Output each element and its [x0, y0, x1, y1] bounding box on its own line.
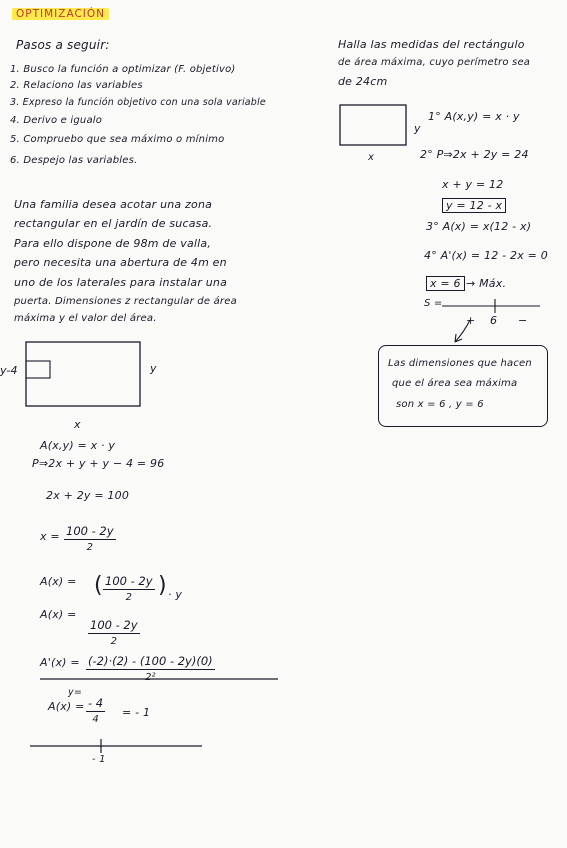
step-item: 3. Expreso la función objetivo con una sola variable [10, 97, 266, 108]
problem2-line: de 24cm [338, 75, 388, 88]
number-line-label: - 1 [92, 754, 106, 765]
sign-plus: + [466, 314, 476, 327]
fraction-numerator: 100 - 2y [105, 574, 153, 588]
fraction-numerator: - 4 [88, 696, 104, 710]
side-label-left: y-4 [0, 364, 18, 377]
work-step: 1° A(x,y) = x · y [428, 110, 520, 123]
fraction-numerator: 100 - 2y [66, 524, 114, 538]
close-paren: ) [158, 573, 167, 598]
problem1-line: máxima y el valor del área. [14, 313, 157, 324]
problem1-line: Una familia desea acotar una zona [14, 198, 213, 211]
second-derivative-lhs: A(x) = [48, 700, 85, 713]
fraction-denominator: 2 [125, 592, 132, 603]
x-equation-lhs: x = [40, 530, 60, 543]
simplified-equation: 2x + 2y = 100 [46, 489, 130, 502]
fraction-numerator: 100 - 2y [90, 618, 138, 632]
work-step: 4° A'(x) = 12 - 2x = 0 [424, 249, 548, 262]
bottom-label: x [74, 418, 81, 431]
answer-line: que el área sea máxima [392, 378, 518, 389]
fraction-denominator: 2 [86, 542, 93, 553]
sign-point: 6 [490, 314, 498, 327]
sign-study-label: S = [424, 298, 443, 309]
problem2-line: de área máxima, cuyo perímetro sea [338, 57, 531, 68]
perimeter-equation: P⇒2x + y + y − 4 = 96 [32, 457, 165, 470]
open-paren: ( [94, 573, 103, 598]
problem1-line: Para ello dispone de 98m de valla, [14, 237, 212, 250]
second-derivative-rhs: = - 1 [122, 706, 151, 719]
fraction-denominator: 2² [145, 672, 156, 683]
side-label-right: y [150, 362, 157, 375]
result-tail: → Máx. [466, 277, 507, 290]
problem1-line: puerta. Dimensiones z rectangular de área [14, 296, 237, 307]
step-item: 5. Compruebo que sea máximo o mínimo [10, 134, 225, 145]
area-equation: A(x,y) = x · y [40, 439, 116, 452]
derivative-lhs: A'(x) = [40, 656, 80, 669]
work-equation: x + y = 12 [442, 178, 504, 191]
step-item: 6. Despejo las variables. [10, 155, 138, 166]
side-label: y [414, 122, 421, 135]
problem1-line: uno de los laterales para instalar una [14, 276, 228, 289]
fraction-numerator: (-2)·(2) - (100 - 2y)(0) [88, 654, 213, 668]
work-step: 3° A(x) = x(12 - x) [426, 220, 532, 233]
step-item: 4. Derivo e igualo [10, 115, 103, 126]
work-step: 2° P⇒2x + 2y = 24 [420, 148, 529, 161]
steps-heading: Pasos a seguir: [16, 38, 110, 52]
area-x-lhs: A(x) = [40, 575, 77, 588]
area-x-tail: · y [168, 588, 183, 601]
answer-line: Las dimensiones que hacen [388, 358, 532, 369]
sign-minus: − [518, 314, 528, 327]
problem2-line: Halla las medidas del rectángulo [338, 38, 525, 51]
boxed-result: x = 6 [426, 276, 465, 291]
area-x-lhs: A(x) = [40, 608, 77, 621]
step-item: 1. Busco la función a optimizar (F. objetivo) [10, 64, 236, 75]
fraction-denominator: 2 [110, 636, 117, 647]
page-title: OPTIMIZACIÓN [12, 8, 109, 20]
bottom-label: x [368, 152, 375, 163]
step-item: 2. Relaciono las variables [10, 80, 143, 91]
fraction-denominator: 4 [92, 714, 99, 725]
boxed-equation: y = 12 - x [442, 198, 506, 213]
problem1-line: rectangular en el jardín de sucasa. [14, 217, 213, 230]
answer-line: son x = 6 , y = 6 [396, 399, 484, 410]
y-mark: y= [68, 687, 82, 698]
problem1-line: pero necesita una abertura de 4m en [14, 256, 227, 269]
